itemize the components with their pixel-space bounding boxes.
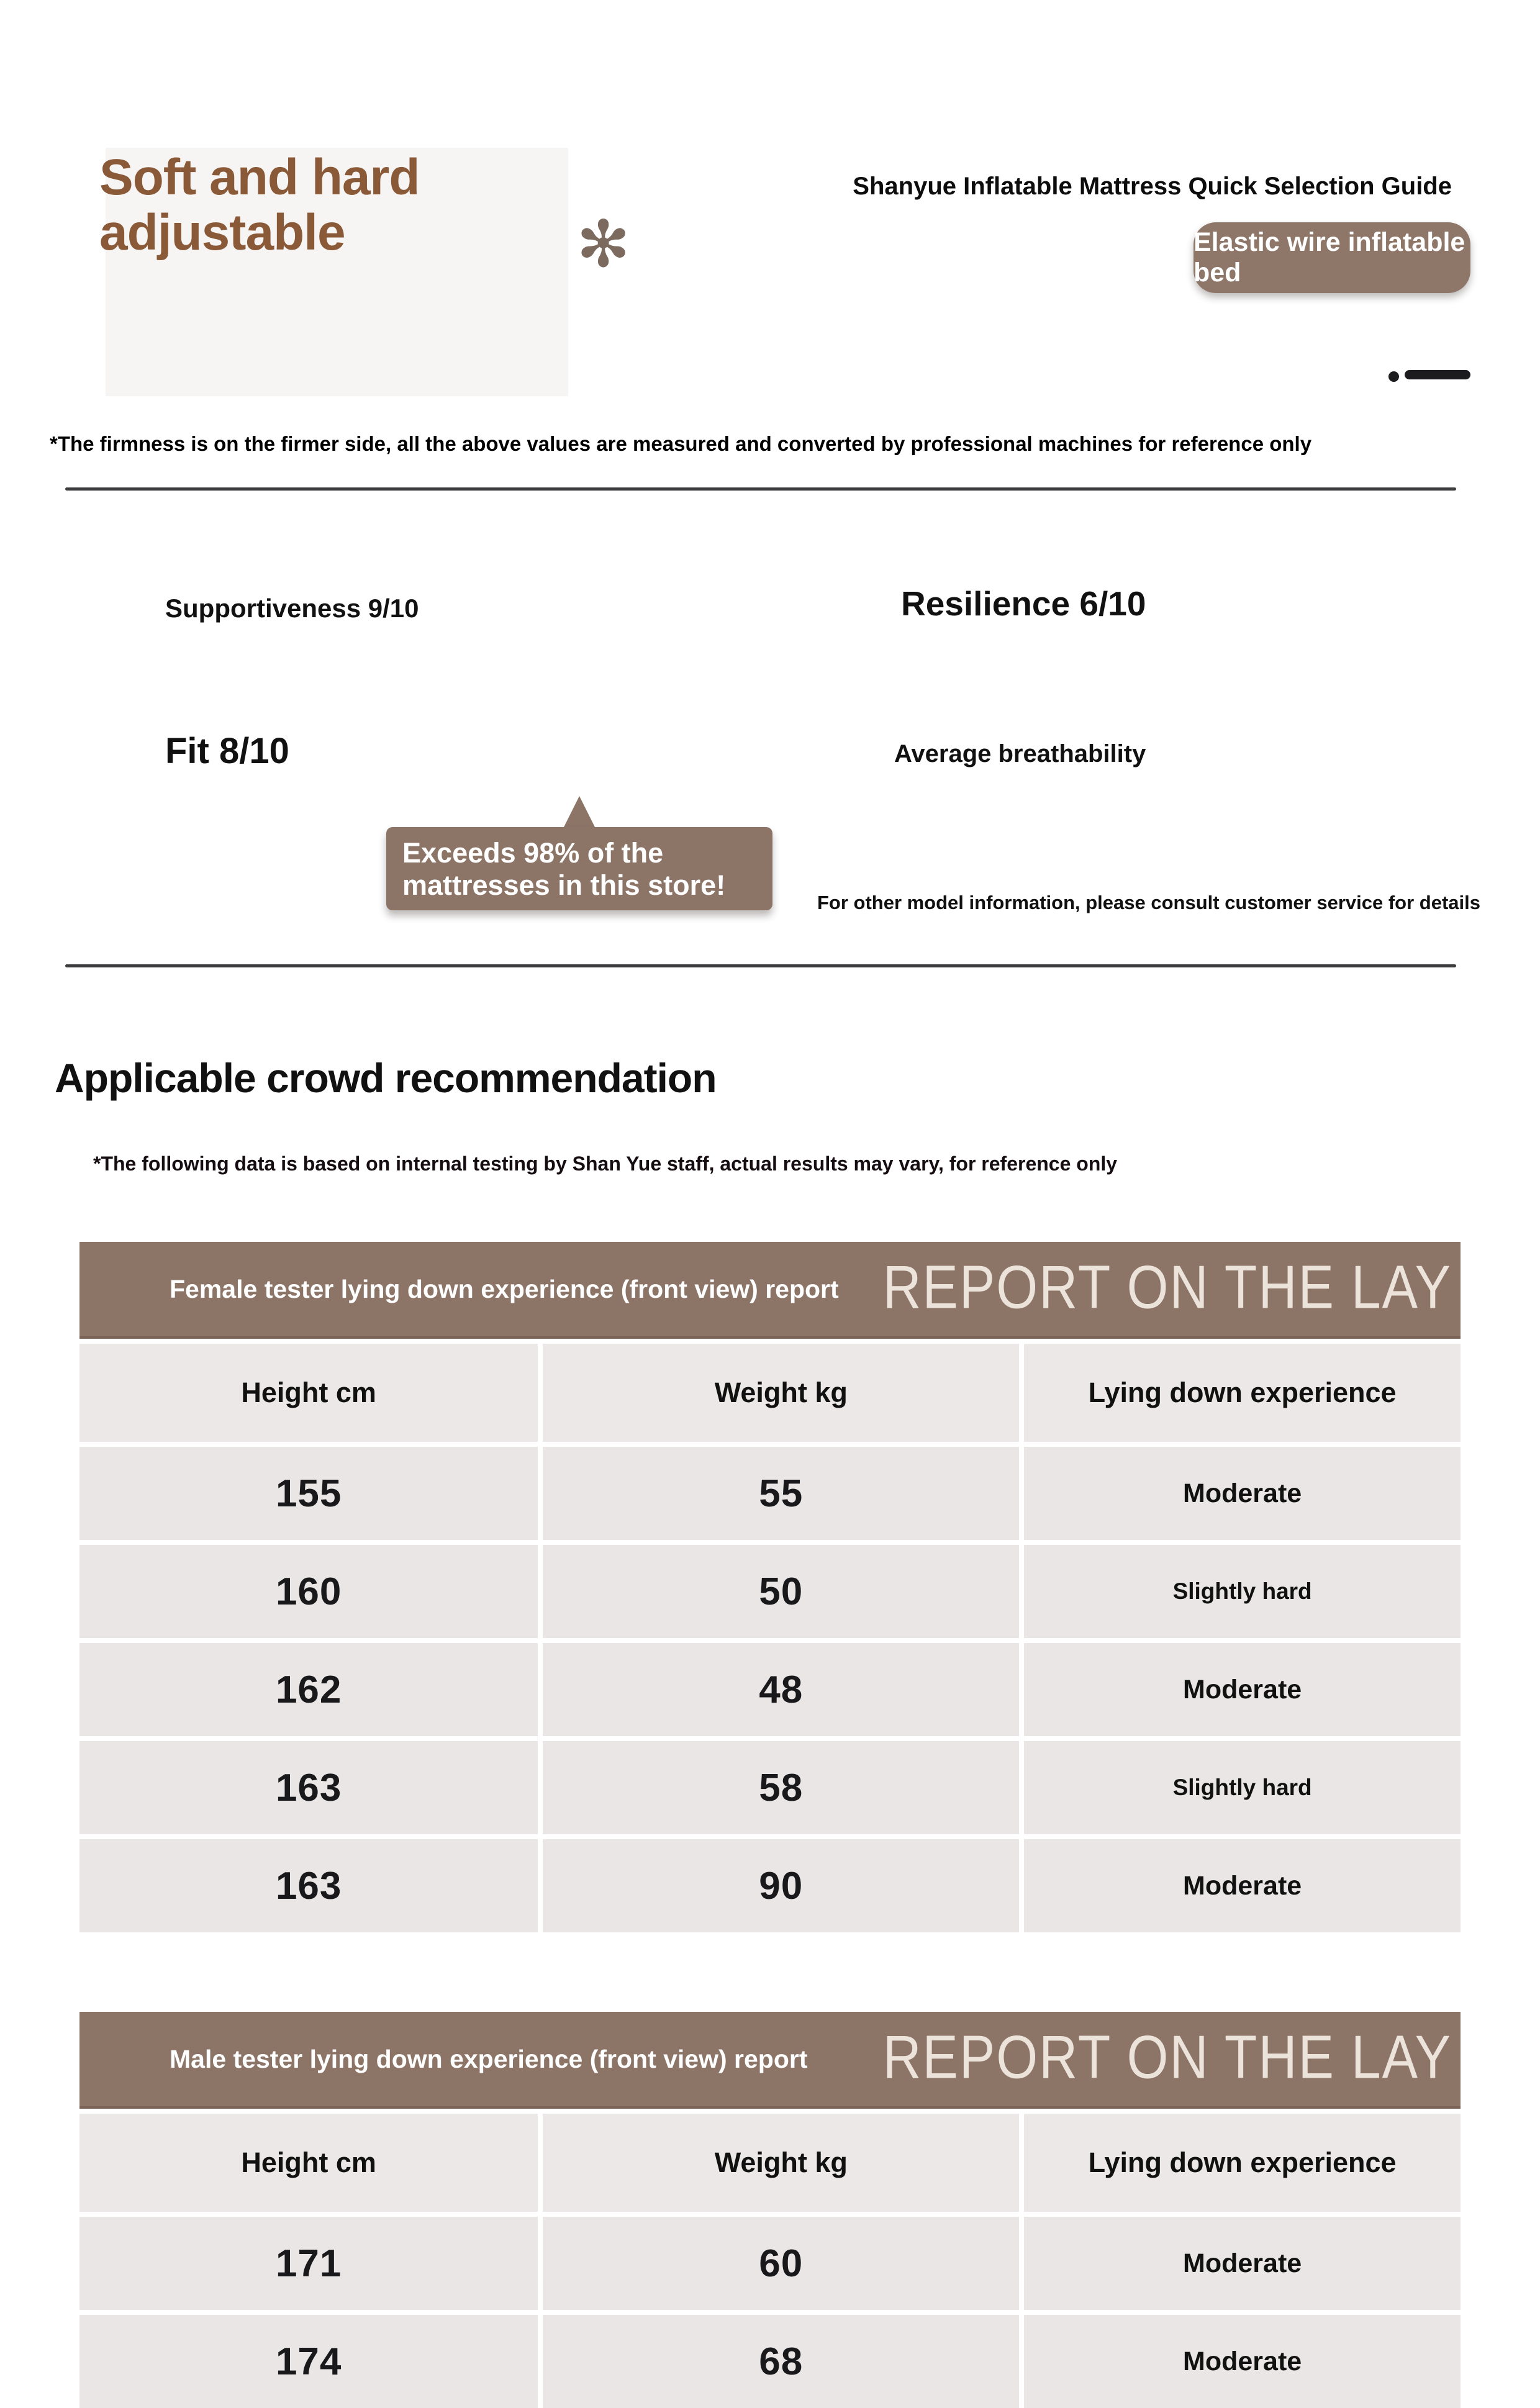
height-cell: 163 [79,1839,538,1932]
section-heading: Applicable crowd recommendation [55,1055,717,1101]
table-watermark: REPORT ON THE LAY [882,2023,1452,2092]
callout-line1: Exceeds 98% of the [402,837,664,869]
table-title: Male tester lying down experience (front view) report [170,2044,808,2073]
firmness-note: *The firmness is on the firmer side, all the above values are measured and converted by professional machines for reference only [50,432,1312,455]
table-watermark: REPORT ON THE LAY [882,1253,1452,1322]
male-report-table [79,2012,1461,2408]
experience-cell: Slightly hard [1024,1741,1461,1834]
model-badge [1194,222,1470,293]
weight-cell: 55 [543,1447,1019,1540]
experience-cell: Slightly hard [1024,1545,1461,1638]
callout-line2: mattresses in this store! [402,869,726,902]
height-cell: 171 [79,2217,538,2310]
height-cell: 162 [79,1643,538,1736]
dot-icon [1388,371,1399,382]
weight-cell: 50 [543,1545,1019,1638]
column-header-1: Weight kg [543,2114,1019,2212]
divider-top [65,487,1456,491]
table-title-band [79,1242,1461,1339]
callout-bubble [386,827,772,910]
page-title-line1: Soft and hard [99,149,420,206]
experience-cell: Moderate [1024,1839,1461,1932]
other-models-note: For other model information, please consult customer service for details [817,892,1480,913]
table-grid [79,2114,1461,2408]
asterisk-icon: ✻ [576,209,631,281]
column-header-0: Height cm [79,2114,538,2212]
table-grid [79,1344,1461,1932]
height-cell: 174 [79,2315,538,2408]
table-title-band [79,2012,1461,2109]
divider-bottom [65,964,1456,967]
experience-cell: Moderate [1024,1447,1461,1540]
height-cell: 155 [79,1447,538,1540]
table-title: Female tester lying down experience (front view) report [170,1274,839,1303]
female-report-table [79,1242,1461,1932]
column-header-2: Lying down experience [1024,2114,1461,2212]
metric-supportiveness: Supportiveness 9/10 [165,594,419,623]
experience-cell: Moderate [1024,2217,1461,2310]
weight-cell: 60 [543,2217,1019,2310]
column-header-1: Weight kg [543,1344,1019,1442]
metric-fit: Fit 8/10 [165,731,289,771]
weight-cell: 48 [543,1643,1019,1736]
experience-cell: Moderate [1024,1643,1461,1736]
column-header-0: Height cm [79,1344,538,1442]
column-header-2: Lying down experience [1024,1344,1461,1442]
section-note: *The following data is based on internal testing by Shan Yue staff, actual results may vary, for reference only [93,1152,1118,1175]
metric-breathability: Average breathability [894,740,1146,767]
weight-cell: 58 [543,1741,1019,1834]
dash-icon [1405,370,1470,379]
guide-title: Shanyue Inflatable Mattress Quick Selection Guide [853,173,1452,200]
weight-cell: 68 [543,2315,1019,2408]
page-title-line2: adjustable [99,204,345,261]
metric-resilience: Resilience 6/10 [901,584,1146,623]
page-title [99,150,419,260]
experience-cell: Moderate [1024,2315,1461,2408]
height-cell: 160 [79,1545,538,1638]
callout-pointer [563,796,596,830]
height-cell: 163 [79,1741,538,1834]
weight-cell: 90 [543,1839,1019,1932]
model-badge-label: Elastic wire inflatable bed [1194,227,1465,287]
